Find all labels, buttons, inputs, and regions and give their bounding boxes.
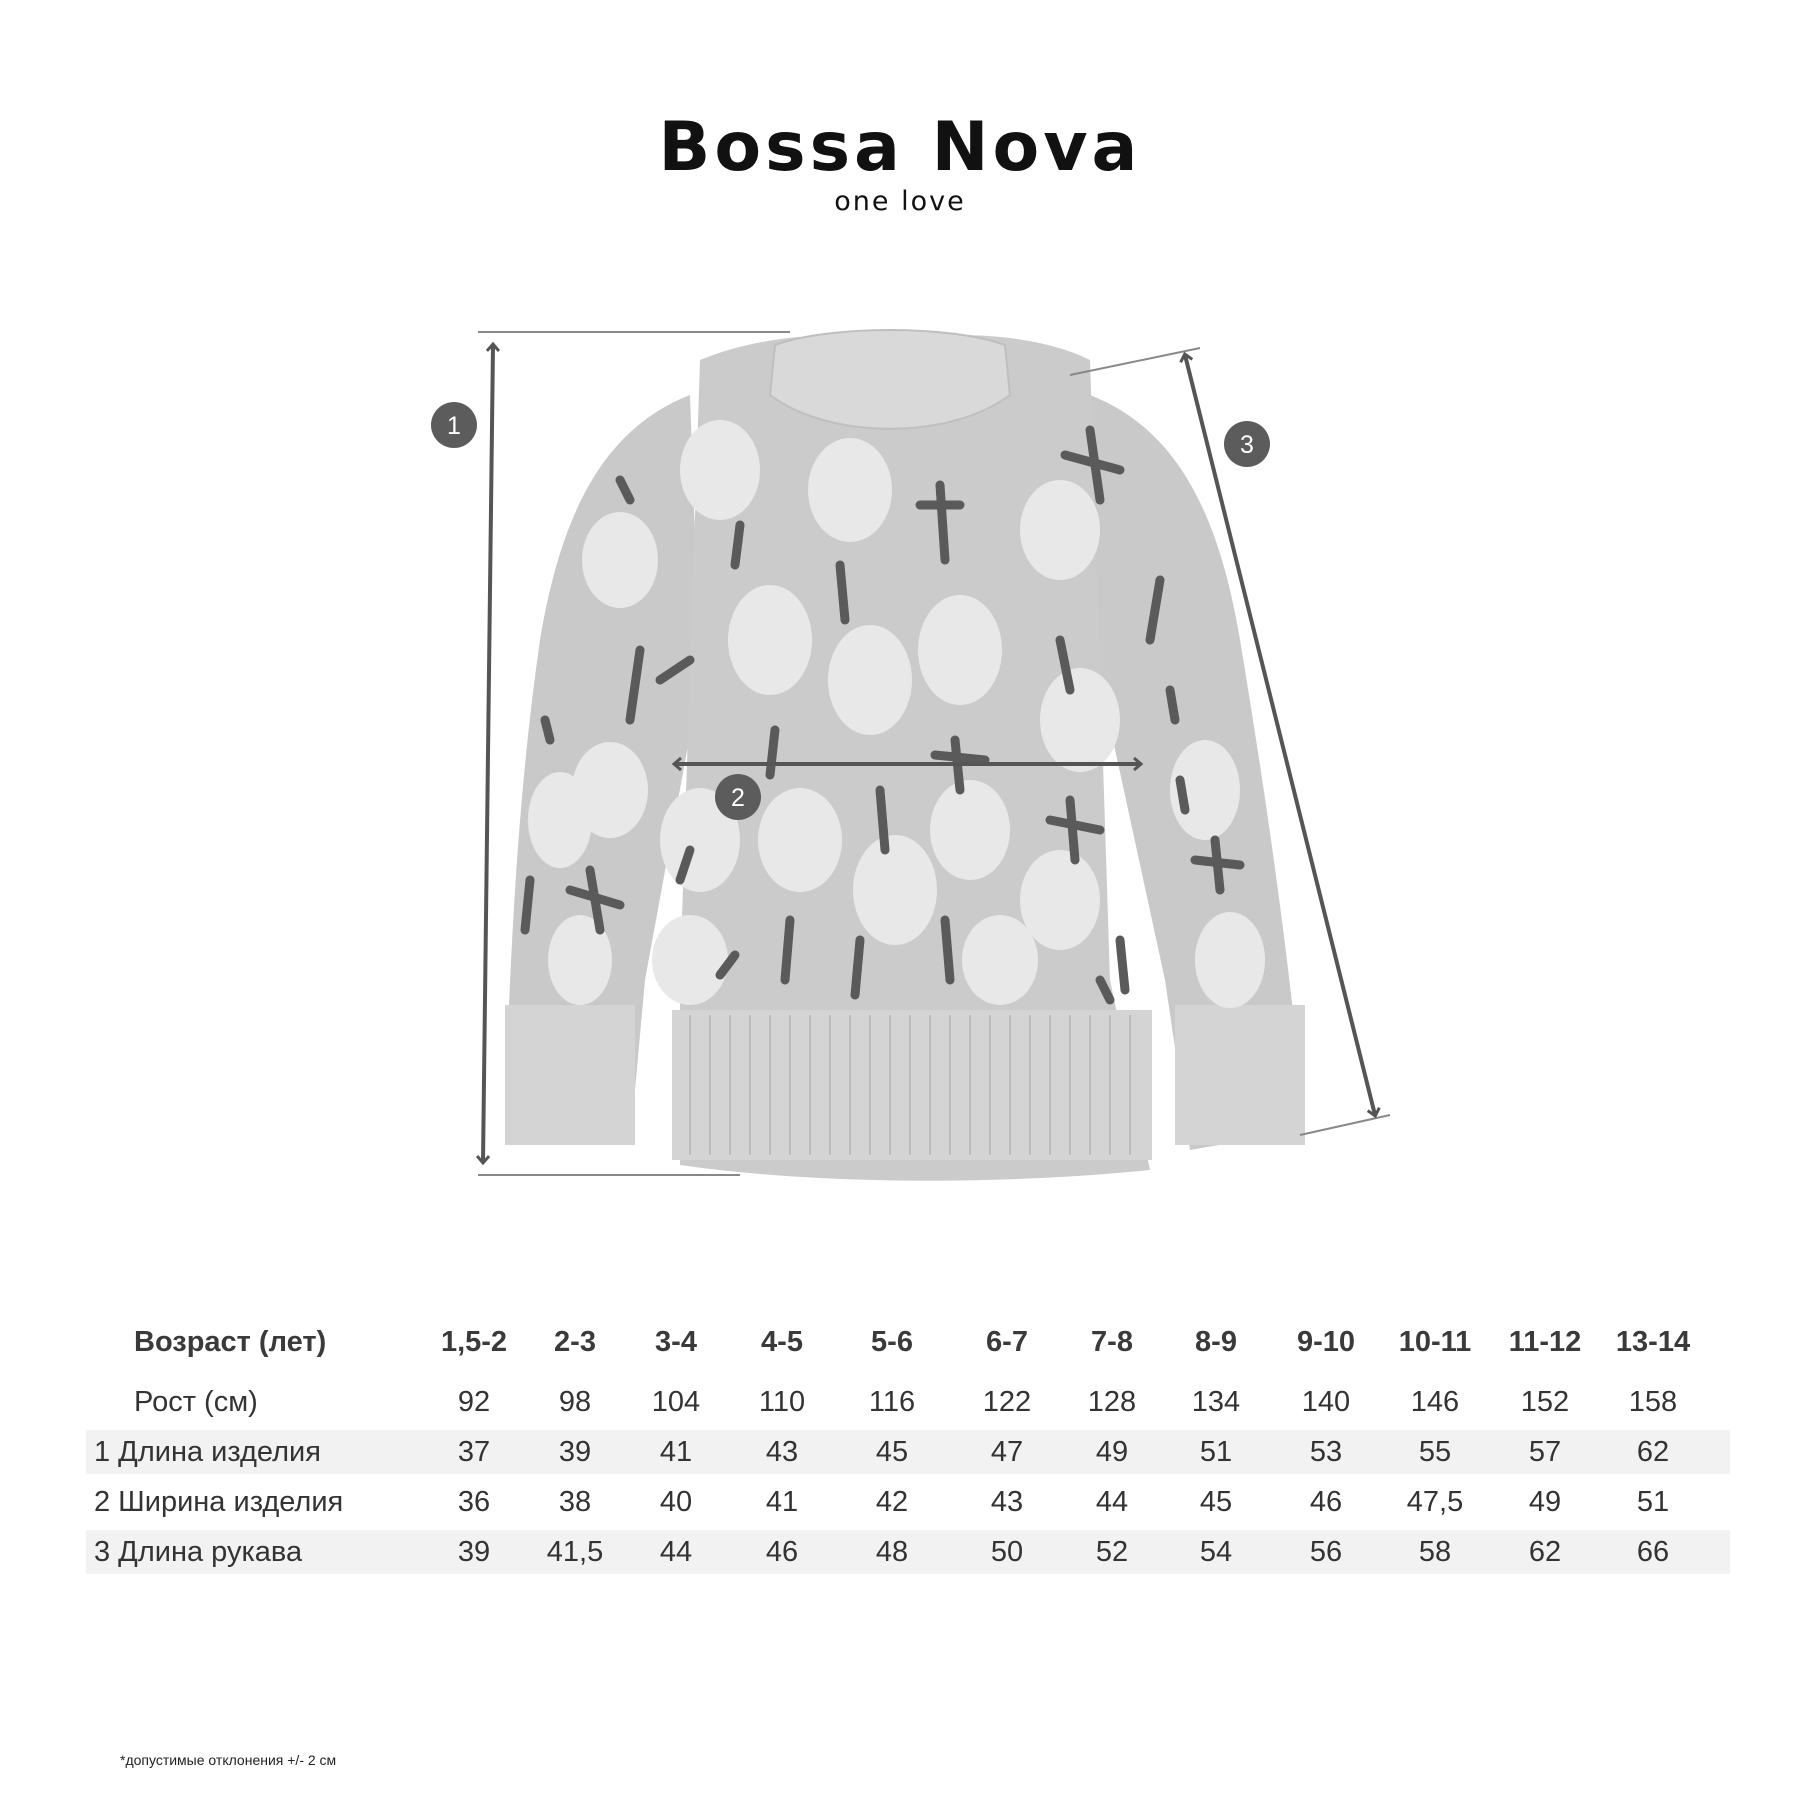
header-cell: 9-10: [1296, 1326, 1356, 1358]
table-row: [86, 1430, 1730, 1474]
table-cell: 140: [1301, 1386, 1351, 1418]
header-cell: 8-9: [1195, 1326, 1237, 1358]
table-cell: 152: [1520, 1386, 1570, 1418]
header-cell: 5-6: [871, 1326, 913, 1358]
table-cell: 39: [457, 1536, 491, 1568]
marker-1-label: 1: [447, 412, 461, 440]
left-cuff: [505, 1005, 635, 1145]
table-cell: 47,5: [1406, 1486, 1464, 1518]
header-cell: 1,5-2: [440, 1326, 508, 1358]
marker-1-badge: [431, 402, 477, 448]
table-cell: 51: [1199, 1436, 1233, 1468]
table-cell: 122: [982, 1386, 1032, 1418]
table-cell: 42: [875, 1486, 909, 1518]
table-cell: 134: [1191, 1386, 1241, 1418]
table-cell: 47: [990, 1436, 1024, 1468]
header-cell: 10-11: [1398, 1326, 1472, 1358]
header-cell: 3-4: [655, 1326, 697, 1358]
header-cell: 4-5: [761, 1326, 803, 1358]
table-cell: 38: [558, 1486, 592, 1518]
table-cell: 104: [651, 1386, 701, 1418]
table-cell: 50: [990, 1536, 1024, 1568]
arrow-length: [483, 345, 493, 1162]
table-cell: 146: [1410, 1386, 1460, 1418]
table-cell: 37: [457, 1436, 491, 1468]
table-row: [86, 1380, 1730, 1424]
table-cell: 58: [1418, 1536, 1452, 1568]
table-cell: 116: [868, 1386, 916, 1418]
table-cell: 54: [1199, 1536, 1233, 1568]
table-cell: 49: [1095, 1436, 1129, 1468]
table-cell: 52: [1095, 1536, 1129, 1568]
brand-subtitle: one love: [834, 186, 966, 217]
hem-ribbing: [672, 1010, 1152, 1160]
marker-3-badge: [1224, 421, 1270, 467]
table-cell: 51: [1636, 1486, 1670, 1518]
table-cell: 48: [875, 1536, 909, 1568]
table-cell: 66: [1636, 1536, 1670, 1568]
table-cell: 43: [765, 1436, 799, 1468]
marker-3-label: 3: [1240, 431, 1254, 459]
table-cell: 45: [875, 1436, 909, 1468]
marker-2-badge: [715, 774, 761, 820]
table-cell: 57: [1528, 1436, 1562, 1468]
table-cell: 110: [758, 1386, 806, 1418]
table-cell: 62: [1636, 1436, 1670, 1468]
table-cell: 158: [1628, 1386, 1678, 1418]
footnote: *допустимые отклонения +/- 2 см: [120, 1752, 337, 1768]
table-cell: 44: [1095, 1486, 1129, 1518]
table-cell: 92: [457, 1386, 491, 1418]
table-cell: 40: [659, 1486, 693, 1518]
table-cell: 55: [1418, 1436, 1452, 1468]
table-cell: 128: [1087, 1386, 1137, 1418]
header-cell: 7-8: [1091, 1326, 1133, 1358]
table-cell: 36: [457, 1486, 491, 1518]
row-label: Рост (см): [134, 1386, 258, 1418]
marker-2-label: 2: [731, 784, 745, 812]
row-label: 3 Длина рукава: [94, 1536, 303, 1568]
table-cell: 43: [990, 1486, 1024, 1518]
table-cell: 62: [1528, 1536, 1562, 1568]
table-cell: 53: [1309, 1436, 1343, 1468]
table-cell: 39: [558, 1436, 592, 1468]
header-cell: 13-14: [1615, 1326, 1691, 1358]
table-cell: 56: [1309, 1536, 1343, 1568]
brand-title: Bossa Nova: [658, 108, 1142, 187]
table-cell: 49: [1528, 1486, 1562, 1518]
row-label: 1 Длина изделия: [94, 1436, 321, 1468]
header-cell: 6-7: [986, 1326, 1028, 1358]
table-cell: 41: [659, 1436, 693, 1468]
right-cuff: [1175, 1005, 1305, 1145]
table-cell: 46: [765, 1536, 799, 1568]
collar: [770, 330, 1010, 429]
table-cell: 41,5: [546, 1536, 604, 1568]
table-cell: 98: [558, 1386, 592, 1418]
header-cell: 11-12: [1508, 1326, 1582, 1358]
table-cell: 44: [659, 1536, 693, 1568]
header-cell: 2-3: [554, 1326, 596, 1358]
table-row: [86, 1480, 1730, 1524]
header-label: Возраст (лет): [134, 1326, 327, 1358]
table-cell: 41: [765, 1486, 799, 1518]
table-header-row: [86, 1320, 1730, 1364]
table-cell: 46: [1309, 1486, 1343, 1518]
table-cell: 45: [1199, 1486, 1233, 1518]
table-row: [86, 1530, 1730, 1574]
row-label: 2 Ширина изделия: [94, 1486, 344, 1518]
